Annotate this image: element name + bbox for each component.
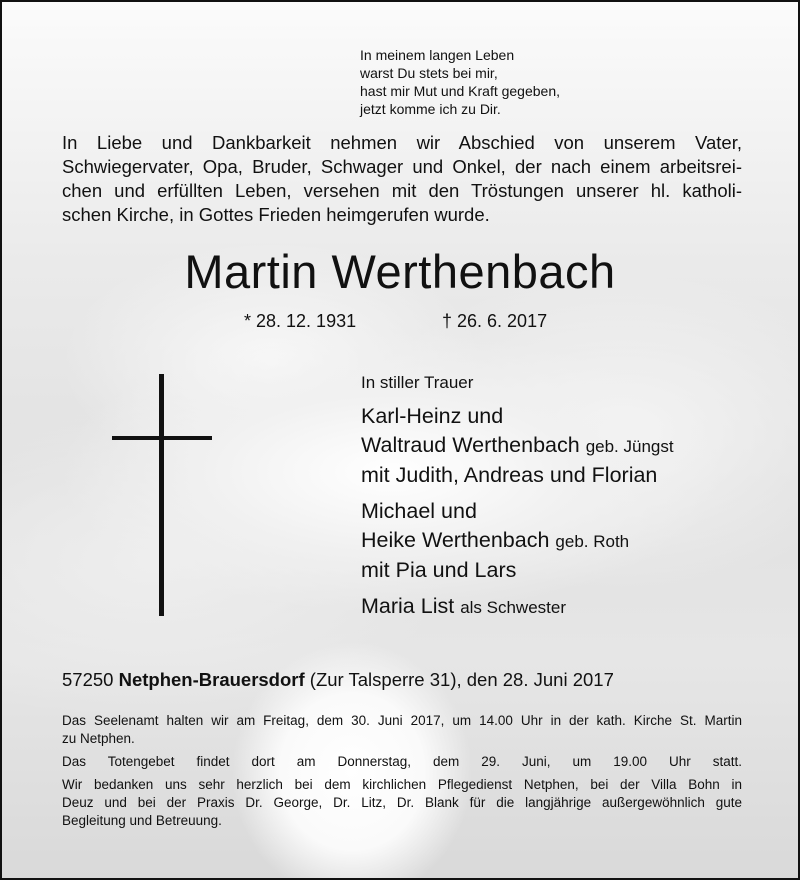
death-date: † 26. 6. 2017 (442, 311, 548, 331)
mourner-line: Michael und (361, 499, 477, 523)
cross-bar (112, 436, 212, 440)
poem-line: warst Du stets bei mir, (360, 65, 498, 81)
intro-line: Schwiegervater, Opa, Bruder, Schwager und Onkel, der nach einem arbeitsrei- (62, 156, 742, 177)
zip-code: 57250 (62, 669, 114, 690)
poem-line: jetzt komme ich zu Dir. (360, 101, 501, 117)
maiden-name-note: geb. Roth (555, 532, 630, 551)
thanks-info (62, 776, 742, 830)
intro-line: In Liebe und Dankbarkeit nehmen wir Abschied von unserem Vater, (62, 132, 742, 153)
mourner-line (361, 431, 674, 461)
prayer-line: Das Totengebet findet dort am Donnerstag, dem 29. Juni, um 19.00 Uhr statt. (62, 754, 742, 769)
requiem-info (62, 712, 742, 748)
thanks-line: Begleitung und Betreuung. (62, 813, 222, 828)
poem-line: In meinem langen Leben (360, 47, 515, 63)
mourner-group (361, 402, 674, 490)
poem-line: hast mir Mut und Kraft gegeben, (360, 83, 560, 99)
birth-date: * 28. 12. 1931 (244, 311, 357, 331)
intro-paragraph (62, 131, 742, 227)
requiem-line: Das Seelenamt halten wir am Freitag, dem 30. Juni 2017, um 14.00 Uhr in der kath. Kirche St. Martin (62, 713, 742, 728)
address-date: (Zur Talsperre 31), den 28. Juni 2017 (309, 669, 614, 690)
mourners-block (361, 371, 674, 622)
poem (360, 46, 560, 118)
mourner-line: Karl-Heinz und (361, 404, 504, 428)
town-name: Netphen-Brauersdorf (118, 669, 305, 690)
service-details (62, 712, 742, 835)
deceased-name: Martin Werthenbach (184, 245, 616, 298)
prayer-info (62, 753, 742, 771)
mourner-line (361, 592, 674, 622)
intro-line: schen Kirche, in Gottes Frieden heimgerufen wurde. (62, 204, 490, 225)
requiem-line: zu Netphen. (62, 731, 135, 746)
thanks-line: Wir bedanken uns sehr herzlich bei dem kirchlichen Pflegedienst Netphen, bei der Villa Bohn in (62, 777, 742, 792)
mourner-line (361, 526, 674, 556)
maiden-name-note: geb. Jüngst (585, 437, 674, 456)
mourner-group (361, 497, 674, 585)
mourner-line: mit Judith, Andreas und Florian (361, 463, 658, 487)
thanks-line: Deuz und bei der Praxis Dr. George, Dr. Litz, Dr. Blank für die langjährige außergewöhnlich gute (62, 795, 742, 810)
mourner-group (361, 592, 674, 622)
mourner-line: mit Pia und Lars (361, 558, 517, 582)
place-and-date (62, 668, 614, 692)
mourner-name: Heike Werthenbach (361, 528, 550, 552)
intro-line: chen und erfüllten Leben, versehen mit den Tröstungen unserer hl. katholi- (62, 180, 742, 201)
cross-icon (159, 374, 164, 616)
mourner-name: Maria List (361, 594, 455, 618)
mourner-name: Waltraud Werthenbach (361, 433, 580, 457)
mourning-intro: In stiller Trauer (361, 373, 474, 392)
relation-note: als Schwester (460, 598, 567, 617)
